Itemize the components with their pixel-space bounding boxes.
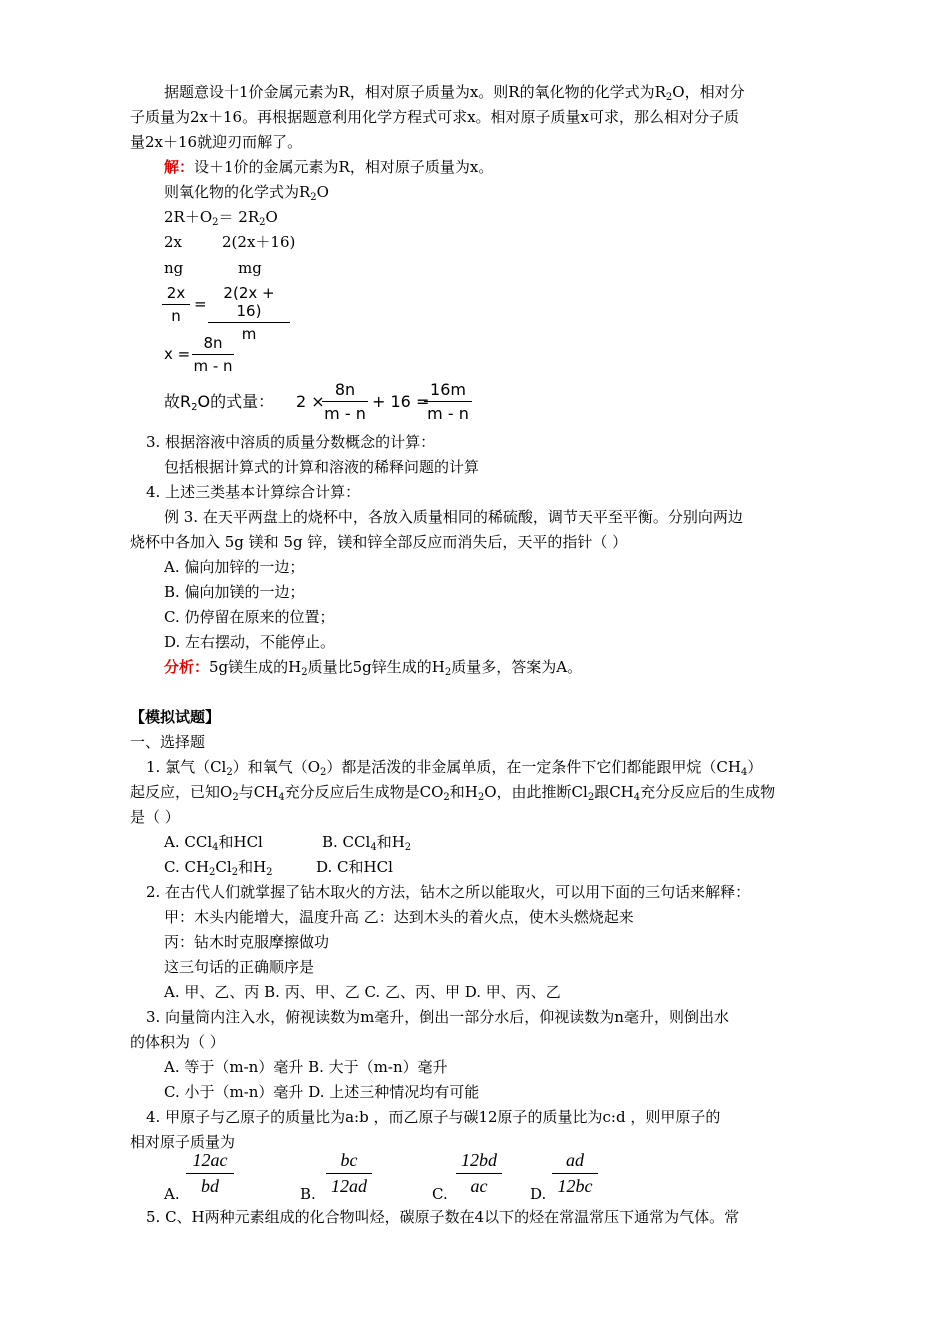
question-4-line-2: 相对原子质量为 xyxy=(130,1133,236,1151)
example-3-option-c: C. 仍停留在原来的位置； xyxy=(164,608,335,626)
question-4-option-d-label: D. xyxy=(530,1185,547,1203)
question-1-option-d: D. C和HCl xyxy=(316,858,393,876)
oxide-formula-line: 则氧化物的化学式为$R_2O$ xyxy=(164,183,329,203)
question-3-line-2: 的体积为（ ） xyxy=(130,1033,225,1051)
example-3-analysis: 分析：5g镁生成的$H_2$质量比5g锌生成的$H_2$质量多，答案为A。 xyxy=(164,658,583,678)
question-4-option-a-fraction: $\frac{12ac}{bd}$ xyxy=(186,1150,234,1197)
question-4-option-a-label: A. xyxy=(164,1185,180,1203)
final-formula-prefix: 故$R_2O$的式量： xyxy=(164,392,275,413)
section-4-title: 4. 上述三类基本计算综合计算： xyxy=(146,483,361,501)
question-5-line-1: 5. C、H两种元素组成的化合物叫烃，碳原子数在4以下的烃在常温常压下通常为气体。常 xyxy=(146,1208,740,1226)
equals-sign: = xyxy=(194,295,207,313)
mass-ratio-right: 2(2x＋16) xyxy=(222,233,296,251)
final-fraction-16m: $\frac{16m}{m - n}$ xyxy=(424,380,472,423)
analysis-label: 分析： xyxy=(164,658,210,676)
solution-line: 解：设＋1价的金属元素为R，相对原子质量为x。 xyxy=(164,158,494,176)
question-2-options: A. 甲、乙、丙 B. 丙、甲、乙 C. 乙、丙、甲 D. 甲、丙、乙 xyxy=(164,983,561,1001)
multiple-choice-section: 一、选择题 xyxy=(130,733,206,751)
question-4-option-b-label: B. xyxy=(300,1185,316,1203)
mock-test-header: 【模拟试题】 xyxy=(130,708,221,726)
final-plus-16: + 16 = xyxy=(372,392,430,411)
question-1-line-1: 1. 氯气$(Cl_2)$和氧气$(O_2)$都是活泼的非金属单质，在一定条件下它们都能跟甲烷$(CH_4)$ xyxy=(146,758,763,778)
example-3-option-d: D. 左右摆动，不能停止。 xyxy=(164,633,336,651)
section-3-title: 3. 根据溶液中溶质的质量分数概念的计算： xyxy=(146,433,436,451)
question-4-line-1: 4. 甲原子与乙原子的质量比为a:b ，而乙原子与碳12原子的质量比为c:d ，则甲原子的 xyxy=(146,1108,721,1126)
question-1-line-2: 起反应，已知$O_2$与$CH_4$充分反应后生成物是$CO_2$和$H_2O$，由此推断$Cl_2$跟$CH_4$充分反应后的生成物 xyxy=(130,783,776,803)
x-equals: x = xyxy=(164,345,191,363)
example-3-line-1: 例 3. 在天平两盘上的烧杯中，各放入质量相同的稀硫酸，调节天平至平衡。分别向两边 xyxy=(164,508,743,526)
question-4-option-c-fraction: $\frac{12bd}{ac}$ xyxy=(456,1150,502,1197)
question-2-line-4: 这三句话的正确顺序是 xyxy=(164,958,315,976)
question-1-line-3: 是（ ） xyxy=(130,808,180,826)
question-3-options-ab: A. 等于（m-n）毫升 B. 大于（m-n）毫升 xyxy=(164,1058,448,1076)
question-2-line-1: 2. 在古代人们就掌握了钻木取火的方法，钻木之所以能取火，可以用下面的三句话来解释： xyxy=(146,883,751,901)
question-1-option-a: A. CCl$_4$和HCl xyxy=(164,833,263,853)
given-mass-right: mg xyxy=(238,259,262,277)
reaction-equation: $2R+O_2= 2R_2O$ xyxy=(164,208,278,228)
question-1-option-b: B. CCl$_4$和$H_2$ xyxy=(322,833,412,853)
question-1-option-c: C. $CH_2Cl_2$和$H_2$ xyxy=(164,858,273,878)
example-3-option-a: A. 偏向加锌的一边； xyxy=(164,558,305,576)
mass-ratio-left: 2x xyxy=(164,233,183,251)
example-3-option-b: B. 偏向加镁的一边； xyxy=(164,583,305,601)
fraction-2x-over-n: $\frac{2x}{n}$ xyxy=(162,284,190,325)
solution-label: 解： xyxy=(164,158,195,176)
question-4-option-d-fraction: $\frac{ad}{12bc}$ xyxy=(552,1150,598,1197)
fraction-8n-over-m-minus-n: $\frac{8n}{m - n}$ xyxy=(193,334,233,375)
analysis-paragraph-line-3: 量2x＋16就迎刃而解了。 xyxy=(130,133,303,151)
section-3-desc: 包括根据计算式的计算和溶液的稀释问题的计算 xyxy=(164,458,480,476)
question-4-option-c-label: C. xyxy=(432,1185,448,1203)
fraction-2-2x16-over-m: $\frac{2(2x + 16)}{m}$ xyxy=(208,284,290,343)
final-fraction-8n: $\frac{8n}{m - n}$ xyxy=(322,380,368,423)
final-times: 2 × xyxy=(296,392,325,411)
given-mass-left: ng xyxy=(164,259,184,277)
question-4-option-b-fraction: $\frac{bc}{12ad}$ xyxy=(326,1150,372,1197)
analysis-paragraph-line-2: 子质量为2x＋16。再根据题意利用化学方程式可求x。相对原子质量x可求，那么相对分子质 xyxy=(130,108,740,126)
analysis-paragraph-line-1: 据题意设十1价金属元素为R，相对原子质量为x。则R的氧化物的化学式为$R_2O$，相对分 xyxy=(164,83,745,103)
question-2-line-2: 甲：木头内能增大，温度升高 乙：达到木头的着火点，使木头燃烧起来 xyxy=(164,908,634,926)
question-3-options-cd: C. 小于（m-n）毫升 D. 上述三种情况均有可能 xyxy=(164,1083,480,1101)
question-2-line-3: 丙：钻木时克服摩擦做功 xyxy=(164,933,330,951)
question-3-line-1: 3. 向量筒内注入水，俯视读数为m毫升，倒出一部分水后，仰视读数为n毫升，则倒出水 xyxy=(146,1008,729,1026)
example-3-line-2: 烧杯中各加入 5g 镁和 5g 锌，镁和锌全部反应而消失后，天平的指针（ ） xyxy=(130,533,628,551)
